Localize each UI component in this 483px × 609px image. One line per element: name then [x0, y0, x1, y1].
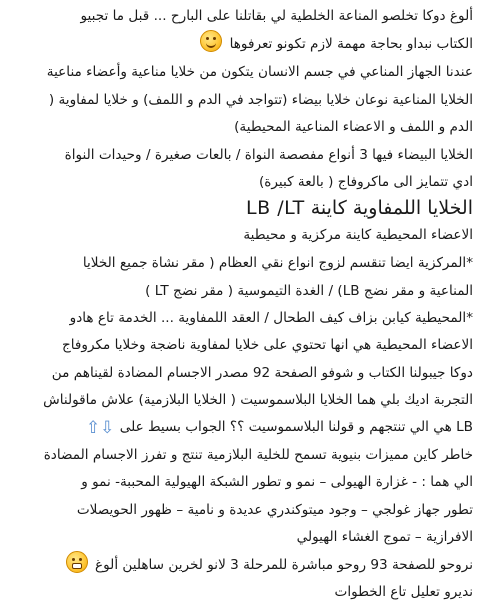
text-line: الدم و اللمف و الاعضاء المناعية المحيطية) [234, 119, 473, 135]
text-line: التجربة اديك بلي هما الخلايا البلاسموسيت ( الخلايا البلازمية) علاش ماقولناش [43, 392, 473, 408]
text-line-segment: نروحو للصفحة 93 روحو مباشرة للمرحلة 3 لانو لخرين ساهلين ألوغ [95, 557, 473, 573]
text-line: الي هما : - غزارة الهيولى – نمو و تطور الشبكة الهيولية المحببة- نمو و [81, 474, 473, 490]
text-line [6, 30, 473, 59]
text-line: الافرازية – تموج الغشاء الهيولي [296, 529, 473, 545]
text-line: دوكا جيبولنا الكتاب و شوفو الصفحة 92 مصدر الاجسام المضادة لقيناهم من [51, 365, 473, 381]
text-line: *المحيطية كيابن بزاف كيف الطحال / العقد اللمفاوية ... الخدمة تاع هادو [69, 310, 473, 326]
text-line: الخلايا اللمفاوية كاينة LB /LT [246, 197, 473, 219]
text-line: نديرو تعليل تاع الخطوات [334, 584, 473, 600]
grimacing-face-icon [66, 551, 88, 573]
text-line [6, 413, 473, 442]
text-line: الاعضاء المحيطية كاينة مركزية و محيطية [243, 227, 473, 243]
text-line-segment: الكتاب نبداو بحاجة مهمة لازم تكونو تعرفوها [229, 36, 473, 52]
text-line: ادي تتمايز الى ماكروفاج ( بالعة كبيرة) [258, 174, 473, 190]
text-line: المناعية و مقر نضج LB) / الغدة التيموسية ( مقر نضج LT ) [145, 283, 473, 299]
text-line: عندنا الجهاز المناعي في جسم الانسان يتكون من خلايا مناعية وأعضاء مناعية [46, 64, 473, 80]
text-line: الاعضاء المحيطية هي انها تحتوي على خلايا لمفاوية ناضجة وخلايا مكروفاج [62, 337, 473, 353]
text-line: خاطر كاين مميزات بنيوية تسمح للخلية البلازمية تنتج و تفرز الاجسام المضادة [43, 447, 473, 463]
up-down-arrows-icon: ⇩⇧ [85, 418, 115, 438]
smiling-face-icon [200, 30, 222, 52]
text-line: *المركزية ايضا تنقسم لزوج انواع نقي العظام ( مقر نشاة جميع الخلايا [82, 255, 473, 271]
text-line [6, 551, 473, 580]
text-line-segment: LB هي الي تنتجهم و قولنا البلاسموسيت ؟؟ الجواب بسيط على [119, 419, 473, 435]
text-line: ألوغ دوكا تخلصو المناعة الخلطية لي بقاتلنا على البارح ... قبل ما تجبيو [80, 8, 473, 24]
text-line: الخلايا البيضاء فيها 3 أنواع مفصصة النواة / بالعات صغيرة / وحيدات النواة [64, 147, 473, 163]
text-line: الخلايا المناعية نوعان خلايا بيضاء (تتواجد في الدم و اللمف) و خلايا لمفاوية ( [48, 92, 473, 108]
text-line: تطور جهاز غولجي – وجود ميتوكندري عديدة و نامية – ظهور الحويصلات [76, 502, 473, 518]
